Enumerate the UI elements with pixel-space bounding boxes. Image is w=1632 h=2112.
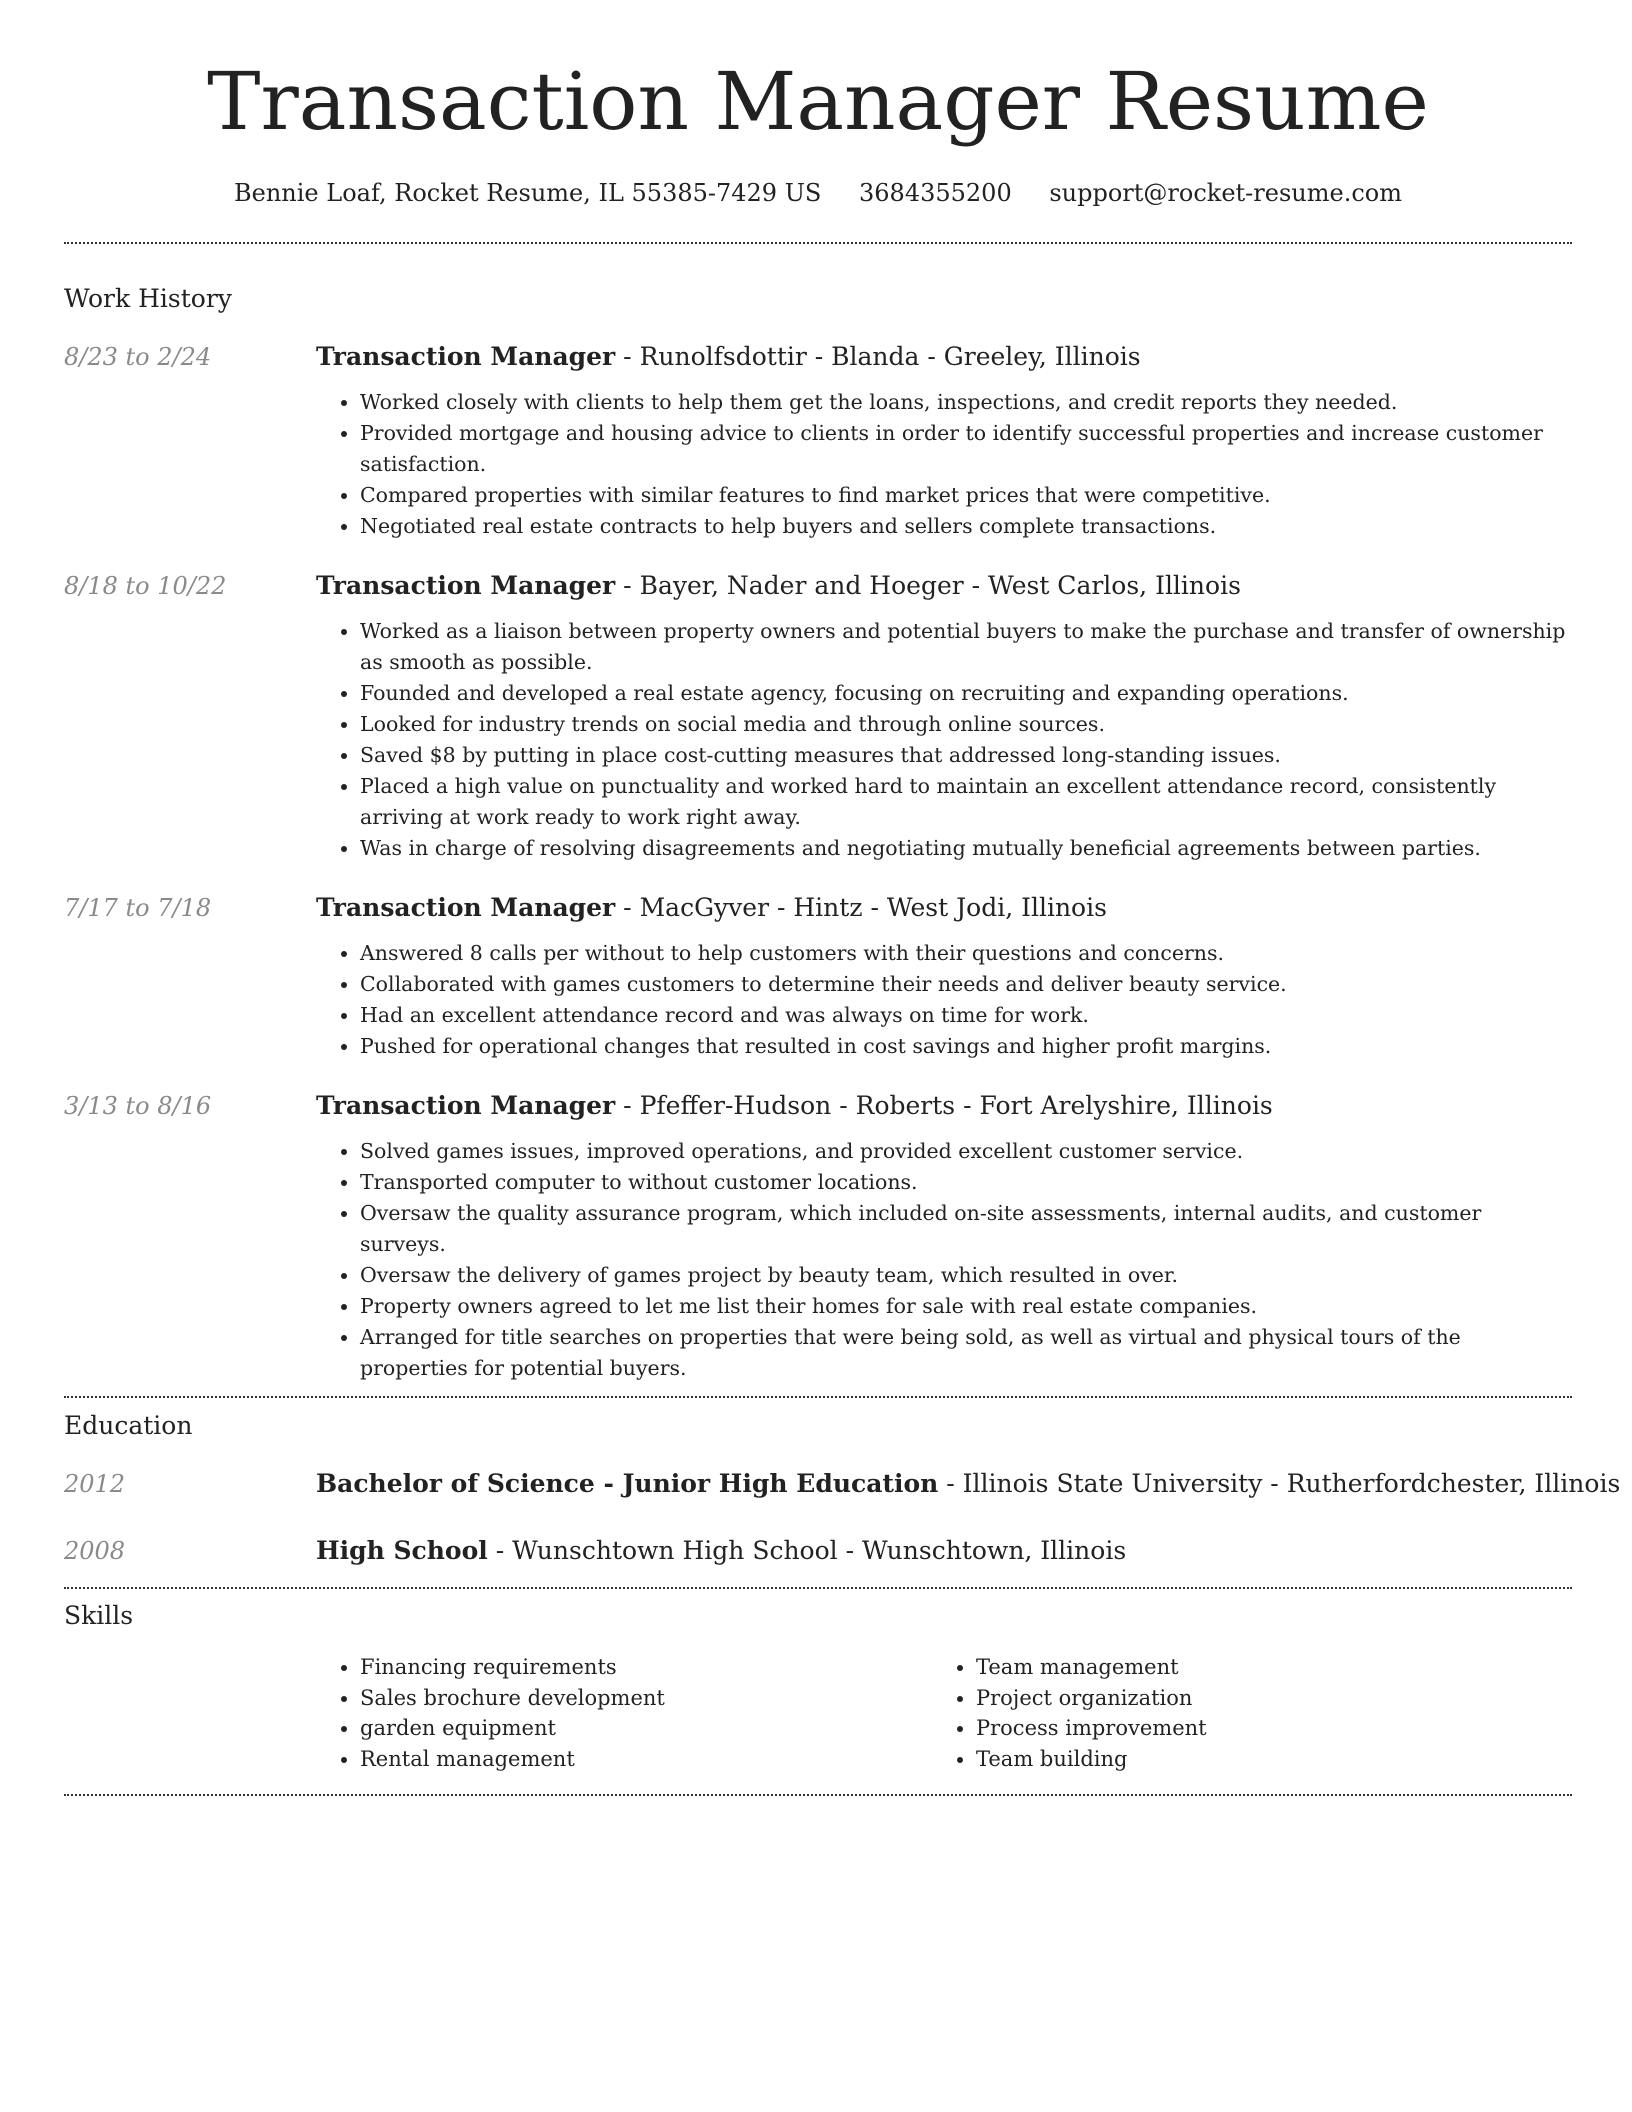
skills-title: Skills [64, 1601, 134, 1630]
divider-skills [64, 1587, 1572, 1589]
contact-email: support@rocket-resume.com [1049, 179, 1402, 207]
education-entry [64, 1535, 1572, 1567]
job-dates: 8/23 to 2/24 [64, 343, 212, 371]
contact-line [64, 178, 1572, 208]
job-bullet: • Transported computer to without customer locations. [360, 1167, 1572, 1198]
education-year: 2008 [64, 1537, 126, 1565]
job-bullets [316, 387, 1572, 542]
job-body [316, 341, 1572, 542]
job-bullets [316, 616, 1572, 864]
job-entry [64, 892, 1572, 1062]
divider-education [64, 1396, 1572, 1398]
contact-address: Bennie Loaf, Rocket Resume, IL 55385-7429 US [234, 179, 822, 207]
job-role: Transaction Manager [316, 342, 616, 371]
work-history-section [64, 283, 1572, 1384]
resume-title: Transaction Manager Resume [207, 55, 1429, 148]
job-bullets [316, 1136, 1572, 1384]
job-bullet: • Solved games issues, improved operations, and provided excellent customer service. [360, 1136, 1572, 1167]
education-body [316, 1468, 1620, 1500]
job-body [316, 1090, 1572, 1384]
job-bullet: • Pushed for operational changes that resulted in cost savings and higher profit margins. [360, 1031, 1572, 1062]
job-bullet: • Oversaw the delivery of games project by beauty team, which resulted in over. [360, 1260, 1572, 1291]
skills-columns [316, 1652, 1572, 1774]
job-heading [316, 570, 1572, 602]
contact-phone: 3684355200 [859, 179, 1012, 207]
education-degree: High School [316, 1536, 488, 1565]
job-entry [64, 1090, 1572, 1384]
education-heading [316, 1468, 1620, 1500]
skill-item: • Team management [976, 1652, 1548, 1683]
job-bullet: • Looked for industry trends on social media and through online sources. [360, 709, 1572, 740]
job-entry [64, 341, 1572, 542]
education-year: 2012 [64, 1470, 126, 1498]
job-dates: 8/18 to 10/22 [64, 572, 227, 600]
job-bullet: • Placed a high value on punctuality and worked hard to maintain an excellent attendance record, consistently arriving at work ready to work right away. [360, 771, 1572, 833]
job-entry [64, 570, 1572, 864]
job-bullet: • Worked closely with clients to help them get the loans, inspections, and credit reports they needed. [360, 387, 1572, 418]
skill-item: • Process improvement [976, 1713, 1548, 1744]
job-bullet: • Founded and developed a real estate agency, focusing on recruiting and expanding operations. [360, 678, 1572, 709]
divider-header [64, 242, 1572, 244]
education-details: - Wunschtown High School - Wunschtown, Illinois [487, 1536, 1127, 1565]
skill-item: • Sales brochure development [360, 1683, 932, 1714]
skill-item: • Financing requirements [360, 1652, 932, 1683]
job-dates: 3/13 to 8/16 [64, 1092, 212, 1120]
job-body [316, 892, 1572, 1062]
job-body [316, 570, 1572, 864]
skills-section [64, 1600, 1572, 1774]
job-details: - MacGyver - Hintz - West Jodi, Illinois [615, 893, 1107, 922]
job-bullet: • Had an excellent attendance record and was always on time for work. [360, 1000, 1572, 1031]
job-heading [316, 1090, 1572, 1122]
education-entry [64, 1468, 1621, 1500]
education-body [316, 1535, 1572, 1567]
job-role: Transaction Manager [316, 893, 616, 922]
skills-list-right [932, 1652, 1548, 1774]
job-details: - Pfeffer-Hudson - Roberts - Fort Arelyshire, Illinois [615, 1091, 1273, 1120]
education-section [64, 1410, 1621, 1567]
job-dates: 7/17 to 7/18 [64, 894, 212, 922]
skill-item: • Rental management [360, 1744, 932, 1775]
education-title: Education [64, 1411, 193, 1440]
job-bullet: • Oversaw the quality assurance program, which included on-site assessments, internal audits, and customer surveys. [360, 1198, 1572, 1260]
job-heading [316, 892, 1572, 924]
job-bullet: • Property owners agreed to let me list their homes for sale with real estate companies. [360, 1291, 1572, 1322]
skill-item: • garden equipment [360, 1713, 932, 1744]
skill-item: • Team building [976, 1744, 1548, 1775]
resume-page [64, 0, 1621, 1796]
education-details: - Illinois State University - Rutherfordchester, Illinois [938, 1469, 1621, 1498]
education-heading [316, 1535, 1572, 1567]
job-heading [316, 341, 1572, 373]
job-details: - Runolfsdottir - Blanda - Greeley, Illinois [615, 342, 1141, 371]
job-bullet: • Compared properties with similar features to find market prices that were competitive. [360, 480, 1572, 511]
divider-footer [64, 1794, 1572, 1796]
job-role: Transaction Manager [316, 571, 616, 600]
job-bullet: • Arranged for title searches on properties that were being sold, as well as virtual and physical tours of the properties for potential buyers. [360, 1322, 1572, 1384]
skill-item: • Project organization [976, 1683, 1548, 1714]
job-bullet: • Answered 8 calls per without to help customers with their questions and concerns. [360, 938, 1572, 969]
job-bullet: • Worked as a liaison between property owners and potential buyers to make the purchase and transfer of ownership as smooth as possible. [360, 616, 1572, 678]
skills-list-left [316, 1652, 932, 1774]
job-bullet: • Collaborated with games customers to determine their needs and deliver beauty service. [360, 969, 1572, 1000]
job-role: Transaction Manager [316, 1091, 616, 1120]
job-details: - Bayer, Nader and Hoeger - West Carlos, Illinois [615, 571, 1241, 600]
job-bullet: • Saved $8 by putting in place cost-cutting measures that addressed long-standing issues. [360, 740, 1572, 771]
job-bullet: • Was in charge of resolving disagreements and negotiating mutually beneficial agreements between parties. [360, 833, 1572, 864]
job-bullet: • Negotiated real estate contracts to help buyers and sellers complete transactions. [360, 511, 1572, 542]
job-bullets [316, 938, 1572, 1062]
job-bullet: • Provided mortgage and housing advice to clients in order to identify successful properties and increase customer satisfaction. [360, 418, 1572, 480]
work-history-title: Work History [64, 284, 232, 313]
education-degree: Bachelor of Science - Junior High Education [316, 1469, 939, 1498]
